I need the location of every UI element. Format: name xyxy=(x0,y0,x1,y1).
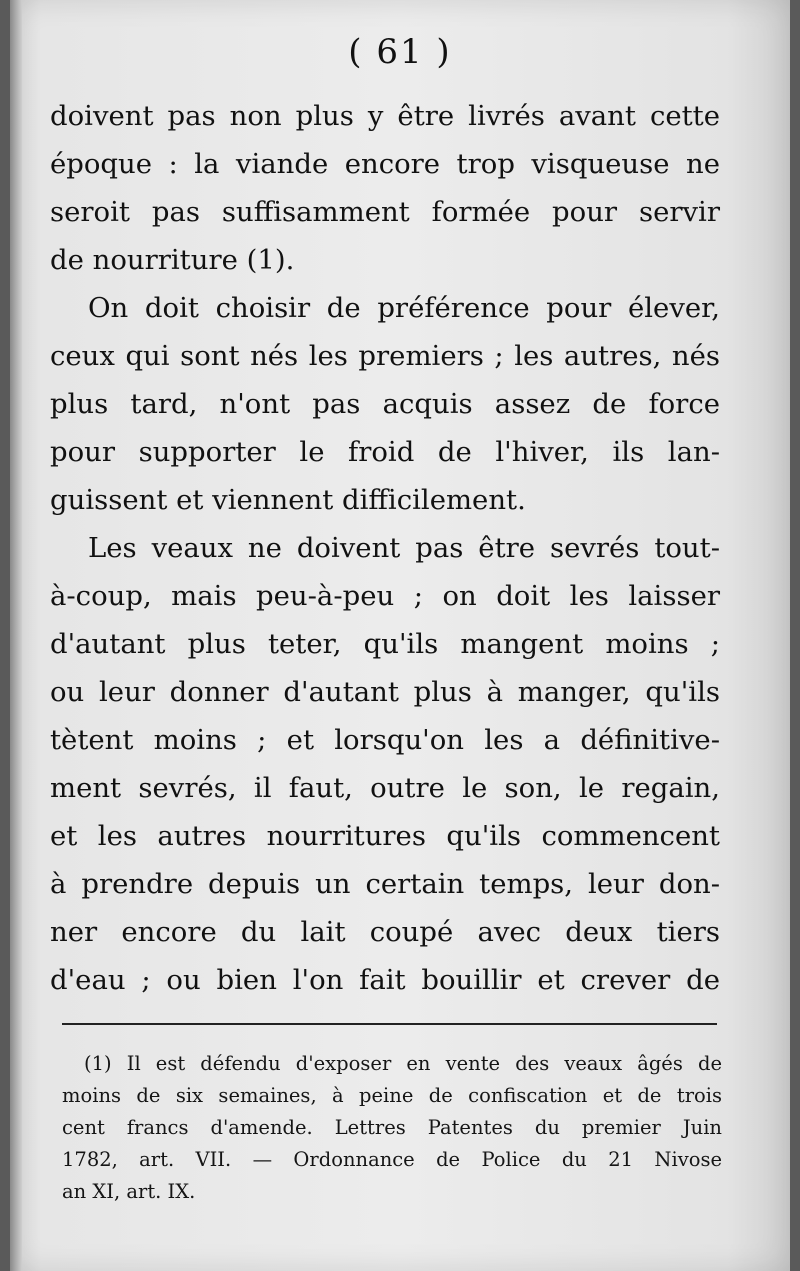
page-spine-shadow xyxy=(10,0,22,1271)
body-line: époque : la viande encore trop visqueuse ne xyxy=(50,148,720,180)
body-line: seroit pas suffisamment formée pour servir xyxy=(50,196,720,228)
body-line: pour supporter le froid de l'hiver, ils lan- xyxy=(50,436,720,468)
body-line: à prendre depuis un certain temps, leur don- xyxy=(50,868,720,900)
body-line: guissent et viennent difficilement. xyxy=(50,484,526,516)
body-line: ner encore du lait coupé avec deux tiers xyxy=(50,916,720,948)
page-number: ( 61 ) xyxy=(348,32,452,72)
body-line: Les veaux ne doivent pas être sevrés tout- xyxy=(88,532,720,564)
footnote-line: 1782, art. VII. — Ordonnance de Police du 21 Nivose xyxy=(62,1148,722,1171)
body-line: ou leur donner d'autant plus à manger, qu'ils xyxy=(50,676,720,708)
footnote xyxy=(62,1048,722,1208)
footnote-divider xyxy=(62,1023,717,1025)
body-line: tètent moins ; et lorsqu'on les a définitive- xyxy=(50,724,720,756)
footnote-line: an XI, art. IX. xyxy=(62,1180,196,1203)
body-line: d'eau ; ou bien l'on fait bouillir et crever de xyxy=(50,964,720,996)
body-line: ment sevrés, il faut, outre le son, le regain, xyxy=(50,772,720,804)
footnote-line: (1) Il est défendu d'exposer en vente des veaux âgés de xyxy=(84,1052,722,1075)
footnote-line: cent francs d'amende. Lettres Patentes du premier Juin xyxy=(62,1116,722,1139)
body-line: à-coup, mais peu-à-peu ; on doit les laisser xyxy=(50,580,720,612)
body-line: et les autres nourritures qu'ils commencent xyxy=(50,820,720,852)
body-line: ceux qui sont nés les premiers ; les autres, nés xyxy=(50,340,720,372)
book-page xyxy=(10,0,790,1271)
body-line: de nourriture (1). xyxy=(50,244,295,276)
body-line: On doit choisir de préférence pour élever, xyxy=(88,292,720,324)
body-line: d'autant plus teter, qu'ils mangent moins ; xyxy=(50,628,720,660)
footnote-line: moins de six semaines, à peine de confiscation et de trois xyxy=(62,1084,722,1107)
body-line: doivent pas non plus y être livrés avant cette xyxy=(50,100,720,132)
body-text xyxy=(50,92,720,1004)
body-line: plus tard, n'ont pas acquis assez de force xyxy=(50,388,720,420)
